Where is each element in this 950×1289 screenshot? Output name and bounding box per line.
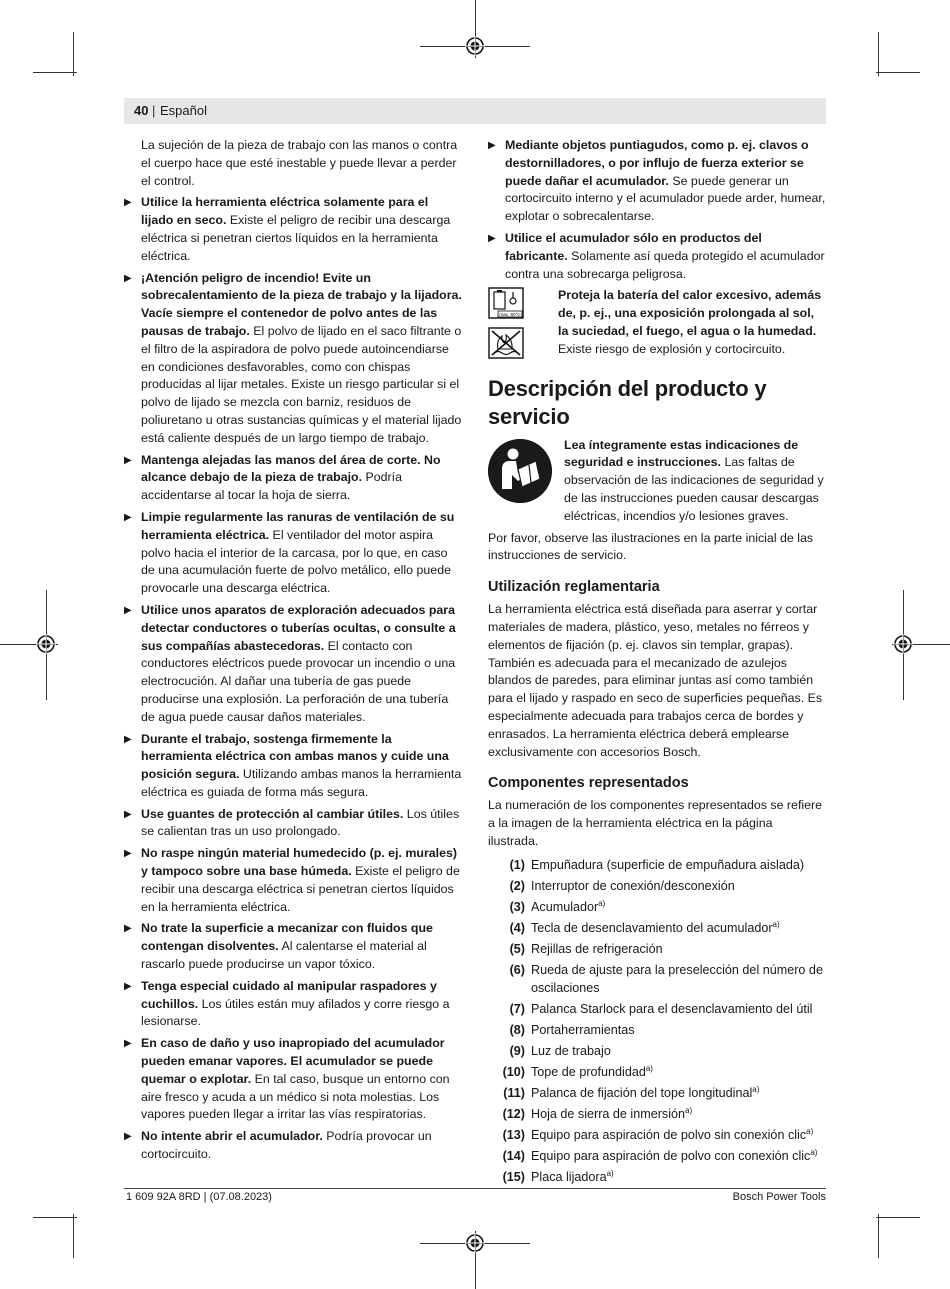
footer-brand: Bosch Power Tools [732, 1191, 826, 1203]
component-item: (5) Rejillas de refrigeración [509, 941, 663, 956]
component-item: (2) Interruptor de conexión/desconexión [509, 878, 735, 893]
component-item: (6) Rueda de ajuste para la preselección del número de oscilaciones [509, 962, 823, 995]
no-fire-water-icon [488, 327, 524, 359]
registration-mark-icon [36, 634, 56, 654]
illustrations-note: Por favor, observe las ilustraciones en la parte inicial de las instrucciones de servicio. [488, 530, 814, 563]
safety-bullet: ▶ Limpie regularmente las ranuras de ventilación de su herramienta eléctrica. El ventilador del motor aspira polvo hacia el interior de la carcasa, por lo que, en caso de una acumulación fuerte de polvo metálico, ello puede provocarle una descarga eléctrica. [124, 509, 455, 596]
arrow-bullet-icon: ▶ [124, 1038, 132, 1050]
component-item: (9) Luz de trabajo [509, 1043, 611, 1058]
safety-bullet: ▶ Utilice la herramienta eléctrica solamente para el lijado en seco. Existe el peligro de recibir una descarga eléctrica si penetran ciertos líquidos en la herramienta eléctrica. [124, 195, 451, 263]
crop-mark [876, 1217, 920, 1218]
registration-mark-icon [465, 36, 485, 56]
registration-mark-icon [893, 634, 913, 654]
safety-bullet: ▶ En caso de daño y uso inapropiado del acumulador pueden emanar vapores. El acumulador se puede quemar o explotar. En tal caso, busque un entorno con aire fresco y acuda a un médico si nota molestias. Los vapores pueden llegar a irritar las vías respiratorias. [124, 1036, 450, 1122]
component-item: (13) Equipo para aspiración de polvo sin conexión clic$^{a)}$ [502, 1126, 814, 1142]
arrow-bullet-icon: ▶ [124, 1131, 132, 1143]
page-number: 40 [134, 103, 149, 118]
arrow-bullet-icon: ▶ [488, 232, 496, 244]
components-list [488, 856, 826, 1186]
component-item: (8) Portaherramientas [509, 1022, 635, 1037]
arrow-bullet-icon: ▶ [124, 808, 132, 820]
component-item: (12) Hoja de sierra de inmersión$^{a)}$ [502, 1105, 693, 1121]
arrow-bullet-icon: ▶ [124, 511, 132, 523]
component-item: (10) Tope de profundidad$^{a)}$ [502, 1063, 653, 1079]
safety-bullet: ▶ Mantenga alejadas las manos del área de corte. No alcance debajo de la pieza de trabajo. Podría accidentarse al tocar la hoja de sierra. [124, 452, 441, 503]
right-column [488, 137, 826, 1189]
arrow-bullet-icon: ▶ [124, 454, 132, 466]
safety-bullet: ▶ Durante el trabajo, sostenga firmemente la herramienta eléctrica con ambas manos y cuide una posición segura. Utilizando ambas manos la herramienta eléctrica es guiada de forma más segura. [124, 731, 462, 799]
arrow-bullet-icon: ▶ [488, 140, 496, 151]
subsection-title-components: Componentes representados [488, 775, 689, 792]
temperature-limit-icon [488, 287, 524, 319]
header-separator: | [152, 103, 156, 118]
section-title: Descripción del producto y servicio [488, 375, 767, 429]
paragraph: La sujeción de la pieza de trabajo con las manos o contra el cuerpo hace que esté inestable y puede llevar a perder el control. [141, 138, 458, 188]
component-item: (7) Palanca Starlock para el desenclavamiento del útil [509, 1001, 813, 1016]
safety-bullet: ▶ Mediante objetos puntiagudos, como p. ej. clavos o destornilladores, o por influjo de fuerza exterior se puede dañar el acumulador. Se puede generar un cortocircuito interno y el acumulador puede arder, humear, explotar o sobrecalentarse. [488, 138, 826, 224]
left-column [124, 137, 462, 1168]
safety-bullet: ▶ Utilice unos aparatos de exploración adecuados para detectar conductores o tuberías ocultas, o consulte a sus compañías abastecedoras. El contacto con conductores eléctricos puede provocar un incendio o una electrocución. Al dañar una tubería de gas puede producirse una explosión. La perforación de una tubería de agua puede causar daños materiales. [124, 602, 456, 724]
crop-mark [33, 1217, 77, 1218]
safety-bullet: ▶ No trate la superficie a mecanizar con fluidos que contengan disolventes. Al calentarse el material al rascarlo puede producirse un vapor tóxico. [124, 921, 433, 972]
read-manual-icon [488, 439, 552, 503]
component-item: (15) Placa lijadora$^{a)}$ [502, 1168, 614, 1184]
footer-rule [124, 1188, 826, 1189]
components-intro: La numeración de los componentes representados se refiere a la imagen de la herramienta eléctrica en la página ilustrada. [488, 798, 823, 848]
arrow-bullet-icon: ▶ [124, 923, 132, 935]
use-paragraph: La herramienta eléctrica está diseñada para aserrar y cortar materiales de madera, plástico, yeso, metales no férreos y elementos de fijación (p. ej. clavos sin templar, grapas). También es adecuada para el mecanizado de azulejos blandos de paredes, para eliminar juntas así como también para el lijado y raspado en seco de superficies pequeñas. Es especialmente adecuada para trabajos cerca de bordes y enrasados. La herramienta eléctrica deberá emplearse exclusivamente con accesorios Bosch. [488, 602, 823, 759]
arrow-bullet-icon: ▶ [124, 604, 132, 616]
component-item: (1) Empuñadura (superficie de empuñadura aislada) [509, 857, 805, 872]
arrow-bullet-icon: ▶ [124, 980, 132, 992]
safety-bullet: ▶ ¡Atención peligro de incendio! Evite un sobrecalentamiento de la pieza de trabajo y la lijadora. Vacíe siempre el contenedor de polvo antes de las pausas de trabajo. El polvo de lijado en el saco filtrante o el filtro de la aspiradora de polvo puede autoincendiarse en condiciones desfavorables, como con chispas producidas al lijar metales. Existe un riesgo particular si el polvo de lijado se mezcla con barniz, residuos de poliuretano u otras sustancias químicas y el material lijado está caliente después de un largo tiempo de trabajo. [124, 270, 462, 445]
crop-mark [73, 32, 74, 76]
safety-bullet: ▶ Tenga especial cuidado al manipular raspadores y cuchillos. Los útiles están muy afilados y corre riesgo a lesionarse. [124, 978, 450, 1029]
crop-mark [73, 1214, 74, 1258]
page-header [124, 98, 826, 124]
component-item: (11) Palanca de fijación del tope longitudinal$^{a)}$ [503, 1084, 760, 1100]
arrow-bullet-icon: ▶ [124, 733, 132, 745]
safety-bullet: ▶ No raspe ningún material humedecido (p. ej. murales) y tampoco sobre una base húmeda. Existe el peligro de recibir una descarga eléctrica si penetran ciertos líquidos en la herramienta eléctrica. [124, 846, 460, 914]
safety-bullet: ▶ No intente abrir el acumulador. Podría provocar un cortocircuito. [124, 1129, 432, 1162]
battery-warning-icons [488, 287, 526, 365]
arrow-bullet-icon: ▶ [124, 848, 132, 860]
component-item: (14) Equipo para aspiración de polvo con conexión clic$^{a)}$ [502, 1147, 818, 1163]
arrow-bullet-icon: ▶ [124, 272, 132, 284]
temperature-limit-label: max. 50°C [499, 312, 521, 318]
battery-warning: max. 50°C Proteja la batería del calor excesivo, además de, p. ej., una exposición prolongada al sol, la suciedad, el fuego, el agua o la humedad. Existe riesgo de explosión y cortocircuito. [488, 287, 826, 358]
safety-bullet: ▶ Utilice el acumulador sólo en productos del fabricante. Solamente así queda protegido el acumulador contra una sobrecarga peligrosa. [488, 230, 825, 281]
crop-mark [878, 1214, 879, 1258]
subsection-title-use: Utilización reglamentaria [488, 579, 660, 596]
safety-bullet: ▶ Use guantes de protección al cambiar útiles. Los útiles se calientan tras un uso prolongado. [124, 806, 460, 839]
header-language: Español [160, 103, 207, 118]
component-item: (4) Tecla de desenclavamiento del acumulador$^{a)}$ [509, 919, 780, 935]
crop-mark [876, 72, 920, 73]
crop-mark [878, 32, 879, 76]
component-item: (3) Acumulador$^{a)}$ [509, 898, 606, 914]
crop-mark [33, 72, 77, 73]
read-instructions-notice: Lea íntegramente estas indicaciones de seguridad e instrucciones. Las faltas de observación de las indicaciones de seguridad y de las instrucciones pueden causar descargas eléctricas, incendios y/o lesiones graves. [488, 437, 826, 526]
arrow-bullet-icon: ▶ [124, 197, 132, 209]
registration-mark-icon [465, 1233, 485, 1253]
footer-document-code: 1 609 92A 8RD | (07.08.2023) [126, 1191, 272, 1203]
